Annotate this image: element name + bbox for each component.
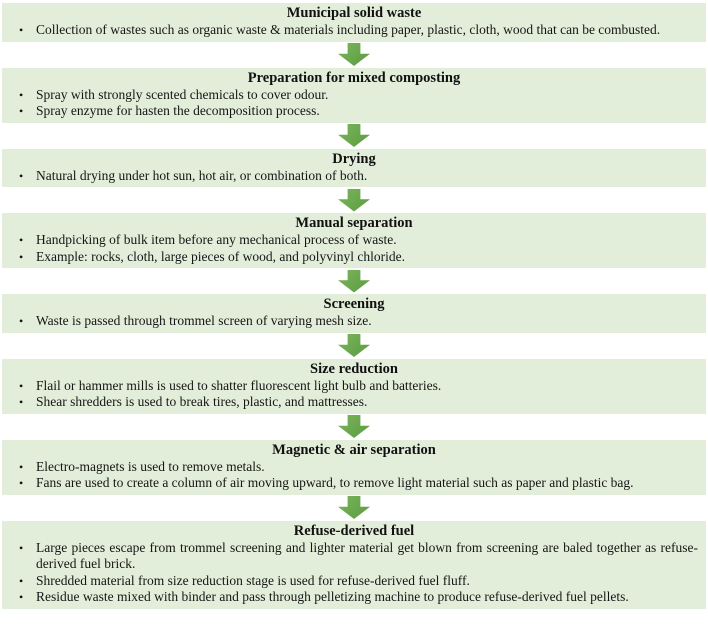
arrow-row — [0, 268, 708, 294]
arrow-row — [0, 495, 708, 521]
down-arrow-icon — [338, 270, 370, 293]
bullet-item: • Natural drying under hot sun, hot air, or combination of both. — [19, 167, 368, 183]
bullet-item: • Shear shredders is used to break tires, plastic, and mattresses. — [19, 394, 368, 409]
stage-bullets — [10, 232, 698, 265]
stage-box-drying — [2, 149, 706, 188]
bullet-dot: • — [19, 573, 24, 588]
stage-box-size-reduction — [2, 359, 706, 414]
bullet-dot: • — [19, 590, 24, 604]
stage-box-refuse-derived-fuel — [2, 521, 706, 609]
bullet-item: • Handpicking of bulk item before any mechanical process of waste. — [19, 232, 397, 247]
down-arrow-icon — [338, 189, 370, 212]
stage-box-municipal-solid-waste — [2, 3, 706, 42]
bullet-dot: • — [19, 104, 24, 118]
bullet-item: • Residue waste mixed with binder and pass through pelletizing machine to produce refuse-derived fuel pellets. — [19, 589, 629, 604]
stage-title: Preparation for mixed composting — [247, 69, 461, 86]
stage-bullets — [10, 313, 698, 330]
stage-bullets — [10, 22, 698, 39]
stage-bullets — [10, 459, 698, 492]
bullet-item: • Large pieces escape from trommel screening and lighter material get blown from screening are baled together as refuse-derived fuel brick. — [19, 539, 698, 571]
stage-bullets — [10, 540, 698, 606]
stage-title: Manual separation — [295, 215, 413, 231]
stage-box-preparation-for-mixed-composting — [2, 68, 706, 123]
stage-box-screening — [2, 294, 706, 333]
bullet-item: • Electro-magnets is used to remove metals. — [19, 458, 265, 474]
bullet-dot: • — [19, 23, 24, 37]
down-arrow-icon — [338, 496, 370, 519]
stage-title: Municipal solid waste — [286, 5, 422, 21]
bullet-dot: • — [19, 87, 24, 102]
bullet-item: • Collection of wastes such as organic waste & materials including paper, plastic, cloth, wood that can be combusted. — [19, 22, 661, 37]
stage-title: Screening — [323, 296, 385, 312]
arrow-row — [0, 414, 708, 440]
bullet-dot: • — [19, 168, 24, 183]
down-arrow-icon — [338, 43, 370, 66]
bullet-item: • Waste is passed through trommel screen of varying mesh size. — [19, 313, 372, 328]
stage-bullets — [10, 378, 698, 411]
stage-bullets — [10, 87, 698, 120]
bullet-item: • Flail or hammer mills is used to shatter fluorescent light bulb and batteries. — [19, 377, 442, 393]
bullet-dot: • — [19, 249, 24, 264]
stage-title: Magnetic & air separation — [272, 441, 436, 458]
stage-bullets — [10, 168, 698, 185]
down-arrow-icon — [338, 334, 370, 357]
bullet-item: • Spray enzyme for hasten the decomposition process. — [19, 103, 320, 118]
bullet-item: • Example: rocks, cloth, large pieces of wood, and polyvinyl chloride. — [19, 248, 406, 264]
arrow-row — [0, 123, 708, 149]
stage-box-manual-separation — [2, 213, 706, 268]
stage-title: Refuse-derived fuel — [293, 522, 415, 539]
bullet-dot: • — [19, 395, 24, 409]
down-arrow-icon — [338, 415, 370, 438]
down-arrow-icon — [338, 124, 370, 147]
stage-box-magnetic-air-separation — [2, 440, 706, 495]
arrow-row — [0, 187, 708, 213]
bullet-dot: • — [19, 476, 24, 490]
bullet-dot: • — [19, 459, 24, 474]
bullet-dot: • — [19, 314, 24, 328]
bullet-item: • Spray with strongly scented chemicals to cover odour. — [19, 86, 329, 102]
bullet-item: • Shredded material from size reduction stage is used for refuse-derived fuel fluff. — [19, 572, 470, 588]
bullet-dot: • — [19, 378, 24, 393]
bullet-dot: • — [19, 540, 24, 555]
stage-title: Size reduction — [310, 360, 398, 377]
arrow-row — [0, 42, 708, 68]
stage-title: Drying — [332, 150, 376, 167]
bullet-dot: • — [19, 233, 24, 247]
bullet-item: • Fans are used to create a column of air moving upward, to remove light material such as paper and plastic bag. — [19, 475, 634, 490]
arrow-row — [0, 333, 708, 359]
